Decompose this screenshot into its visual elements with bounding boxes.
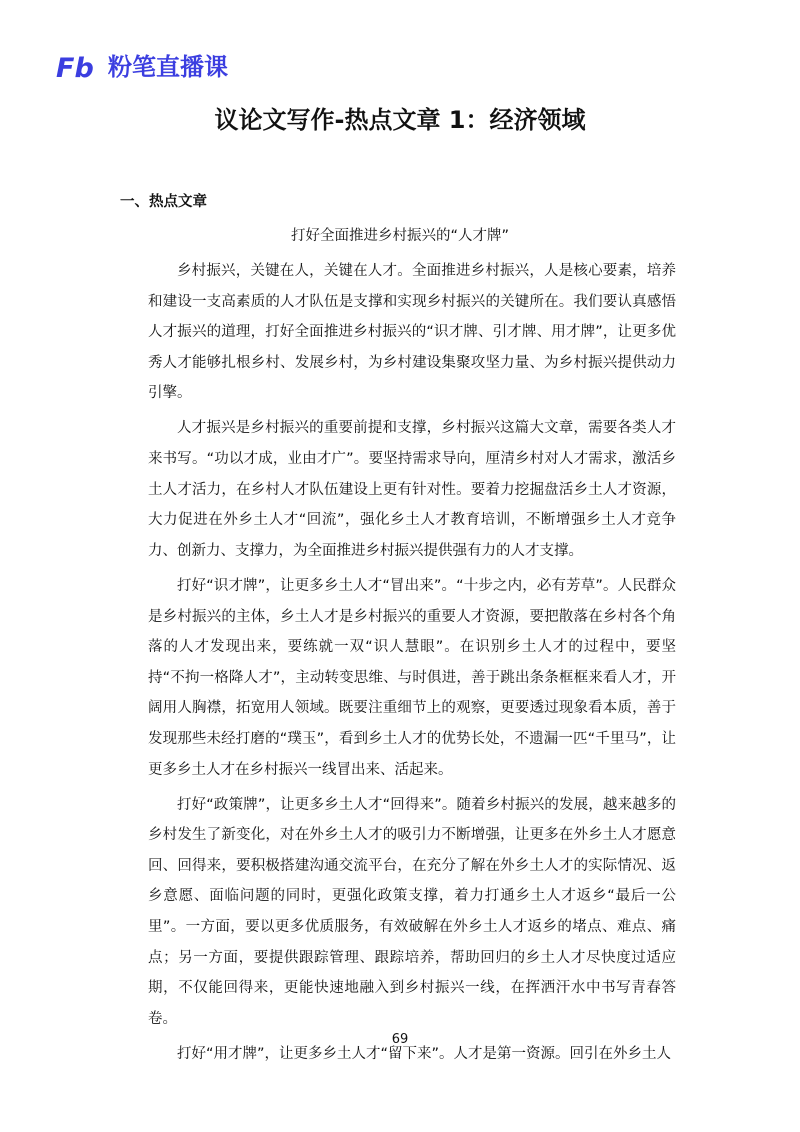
brand-logo-text: Fb xyxy=(56,53,94,82)
paragraph: 打好“政策牌”，让更多乡土人才“回得来”。随着乡村振兴的发展，越来越多的乡村发生了新变化，对在外乡土人才的吸引力不断增强，让更多在外乡土人才愿意回、回得来，要积极搭建沟通交流平台，在充分了解在外乡土人才的实际情况、返乡意愿、面临问题的同时，更强化政策支撑，着力打通乡土人才返乡“最后一公里”。一方面，要以更多优质服务，有效破解在外乡土人才返乡的堵点、难点、痛点；另一方面，要提供跟踪管理、跟踪培养，帮助回归的乡土人才尽快度过适应期，不仅能回得来，更能快速地融入到乡村振兴一线，在挥洒汗水中书写青春答卷。 xyxy=(148,796,676,1027)
article-body xyxy=(148,256,676,1074)
paragraph: 人才振兴是乡村振兴的重要前提和支撑，乡村振兴这篇大文章，需要各类人才来书写。“功以才成，业由才广”。要坚持需求导向，厘清乡村对人才需求，激活乡土人才活力，在乡村人才队伍建设上更有针对性。要着力挖掘盘活乡土人才资源，大力促进在外乡土人才“回流”，强化乡土人才教育培训，不断增强乡土人才竞争力、创新力、支撑力，为全面推进乡村振兴提供强有力的人才支撑。 xyxy=(148,420,676,559)
paragraph: 打好“用才牌”，让更多乡土人才“留下来”。人才是第一资源。回引在外乡土人 xyxy=(177,1045,672,1062)
document-title: 议论文写作-热点文章 1：经济领域 xyxy=(214,106,586,134)
brand-name: 粉笔直播课 xyxy=(108,53,228,81)
article-title: 打好全面推进乡村振兴的“人才牌” xyxy=(290,228,510,244)
section-heading: 一、热点文章 xyxy=(120,194,207,210)
paragraph: 乡村振兴，关键在人，关键在人才。全面推进乡村振兴，人是核心要素，培养和建设一支高素质的人才队伍是支撑和实现乡村振兴的关键所在。我们要认真感悟人才振兴的道理，打好全面推进乡村振兴的“识才牌、引才牌、用才牌”，让更多优秀人才能够扎根乡村、发展乡村，为乡村建设集聚攻坚力量、为乡村振兴提供动力引擎。 xyxy=(148,263,676,402)
brand-header xyxy=(56,50,228,84)
paragraph: 打好“识才牌”，让更多乡土人才“冒出来”。“十步之内，必有芳草”。人民群众是乡村振兴的主体，乡土人才是乡村振兴的重要人才资源，要把散落在乡村各个角落的人才发现出来，要练就一双“识人慧眼”。在识别乡土人才的过程中，要坚持“不拘一格降人才”，主动转变思维、与时俱进，善于跳出条条框框来看人才，开阔用人胸襟，拓宽用人领域。既要注重细节上的观察，更要透过现象看本质，善于发现那些未经打磨的“璞玉”，看到乡土人才的优势长处，不遗漏一匹“千里马”，让更多乡土人才在乡村振兴一线冒出来、活起来。 xyxy=(148,577,676,778)
fenbi-logo-icon xyxy=(56,52,102,82)
page-number: 69 xyxy=(391,1032,409,1047)
